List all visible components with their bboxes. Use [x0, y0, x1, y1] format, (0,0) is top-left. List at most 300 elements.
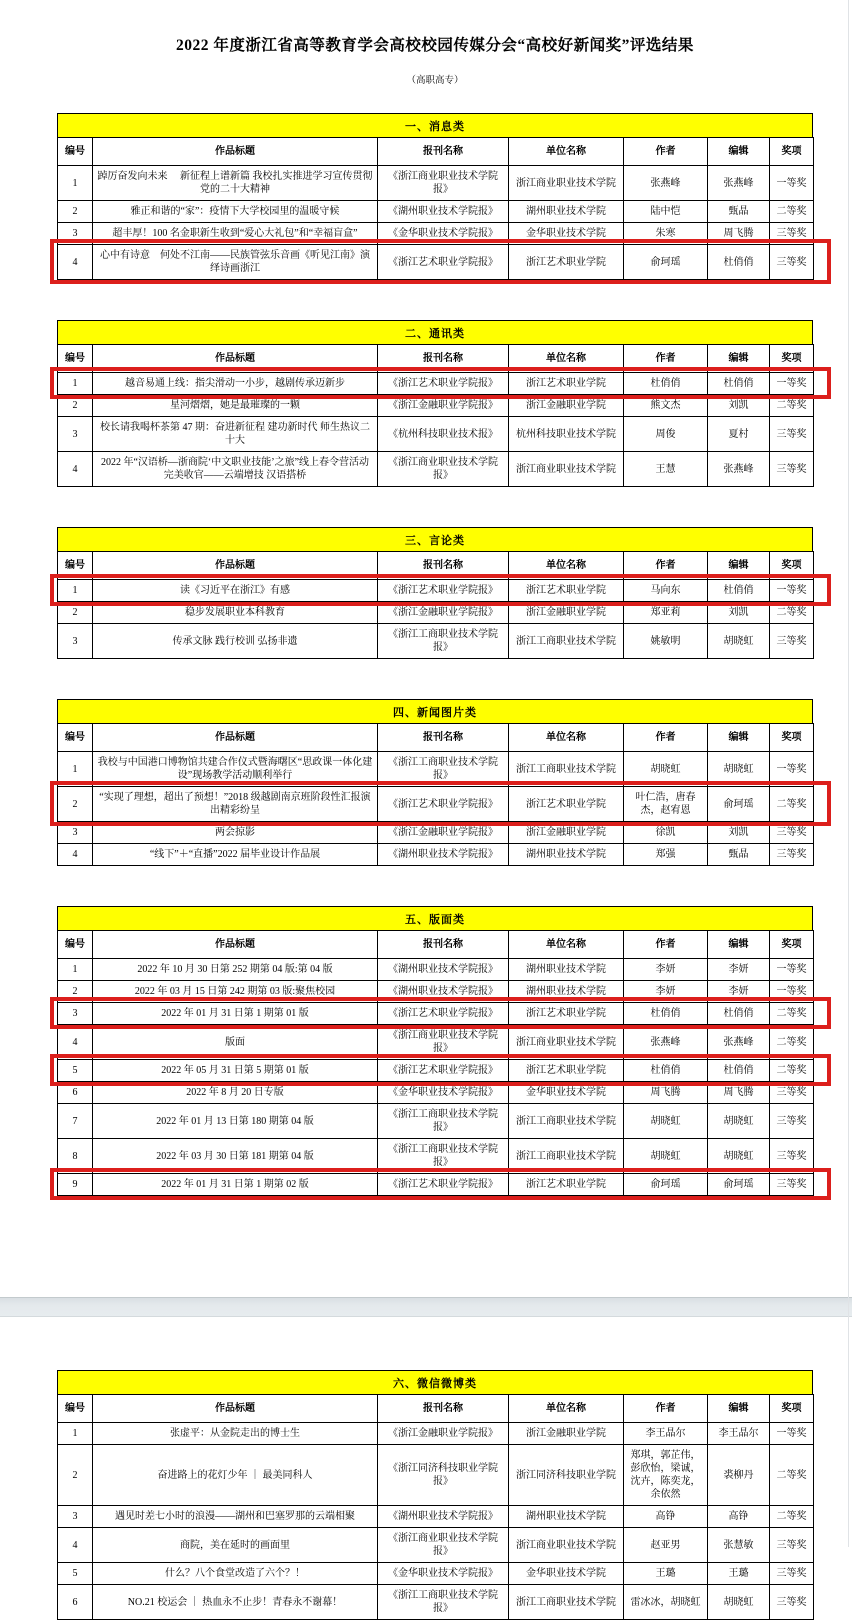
cell-organization: 浙江金融职业学院 — [509, 822, 624, 844]
cell-award: 二等奖 — [770, 1060, 814, 1082]
cell-work-title: 2022 年 01 月 13 日第 180 期第 04 版 — [93, 1104, 378, 1139]
table-wrap — [57, 344, 813, 487]
column-header-editor: 编辑 — [708, 1395, 770, 1423]
cell-organization: 浙江商业职业技术学院 — [509, 1025, 624, 1060]
column-header-author: 作者 — [624, 1395, 708, 1423]
cell-number: 1 — [58, 166, 93, 201]
cell-award: 二等奖 — [770, 395, 814, 417]
column-header-title: 作品标题 — [93, 552, 378, 580]
cell-editor: 张慧敏 — [708, 1528, 770, 1563]
column-header-organization: 单位名称 — [509, 138, 624, 166]
cell-work-title: 雅正和谐的“家”：疫情下大学校园里的温暖守候 — [93, 201, 378, 223]
cell-organization: 金华职业技术学院 — [509, 1563, 624, 1585]
cell-award: 一等奖 — [770, 752, 814, 787]
table-row — [58, 201, 814, 223]
cell-publication: 《湖州职业技术学院报》 — [378, 981, 509, 1003]
cell-number: 2 — [58, 602, 93, 624]
cell-organization: 浙江商业职业技术学院 — [509, 166, 624, 201]
table-wrap — [57, 551, 813, 659]
cell-award: 三等奖 — [770, 1174, 814, 1196]
page-title: 2022 年度浙江省高等教育学会高校校园传媒分会“高校好新闻奖”评选结果 — [176, 37, 694, 54]
cell-number: 3 — [58, 624, 93, 659]
cell-editor: 周飞腾 — [708, 223, 770, 245]
cell-organization: 浙江艺术职业学院 — [509, 787, 624, 822]
header-row — [58, 724, 814, 752]
cell-editor: 俞珂瑶 — [708, 787, 770, 822]
cell-editor: 胡晓虹 — [708, 1585, 770, 1620]
cell-editor: 杜俏俏 — [708, 373, 770, 395]
column-header-editor: 编辑 — [708, 931, 770, 959]
cell-number: 8 — [58, 1139, 93, 1174]
cell-work-title: 踔厉奋发向未来 新征程上谱新篇 我校扎实推进学习宣传贯彻党的二十大精神 — [93, 166, 378, 201]
column-header-no: 编号 — [58, 138, 93, 166]
table-row — [58, 417, 814, 452]
cell-author: 高铮 — [624, 1506, 708, 1528]
cell-publication: 《浙江工商职业技术学院报》 — [378, 752, 509, 787]
table-row — [58, 1060, 814, 1082]
cell-publication: 《金华职业技术学院报》 — [378, 1563, 509, 1585]
table-row — [58, 1139, 814, 1174]
cell-publication: 《金华职业技术学院报》 — [378, 1082, 509, 1104]
cell-editor: 裘柳丹 — [708, 1445, 770, 1506]
table-row — [58, 1082, 814, 1104]
cell-organization: 浙江金融职业学院 — [509, 395, 624, 417]
cell-author: 赵亚男 — [624, 1528, 708, 1563]
cell-number: 7 — [58, 1104, 93, 1139]
table-row — [58, 844, 814, 866]
award-section — [57, 527, 813, 659]
cell-award: 二等奖 — [770, 1506, 814, 1528]
cell-number: 2 — [58, 1445, 93, 1506]
cell-publication: 《浙江工商职业技术学院报》 — [378, 1139, 509, 1174]
table-row — [58, 1563, 814, 1585]
column-header-author: 作者 — [624, 724, 708, 752]
cell-number: 4 — [58, 1025, 93, 1060]
cell-organization: 浙江金融职业学院 — [509, 1423, 624, 1445]
cell-award: 一等奖 — [770, 959, 814, 981]
cell-publication: 《浙江商业职业技术学院报》 — [378, 452, 509, 487]
cell-number: 5 — [58, 1060, 93, 1082]
cell-author: 雷冰冰，胡晓虹 — [624, 1585, 708, 1620]
cell-work-title: 超丰厚！100 名金职新生收到“爱心大礼包”和“幸福盲盒” — [93, 223, 378, 245]
cell-editor: 杜俏俏 — [708, 1060, 770, 1082]
cell-publication: 《浙江商业职业技术学院报》 — [378, 1528, 509, 1563]
cell-editor: 甄晶 — [708, 844, 770, 866]
column-header-publication: 报刊名称 — [378, 931, 509, 959]
column-header-editor: 编辑 — [708, 138, 770, 166]
cell-work-title: “实现了理想，超出了预想！”2018 级越剧南京班阶段性汇报演出精彩纷呈 — [93, 787, 378, 822]
cell-editor: 夏村 — [708, 417, 770, 452]
table-row — [58, 822, 814, 844]
cell-author: 周俊 — [624, 417, 708, 452]
award-section — [57, 906, 813, 1196]
column-header-no: 编号 — [58, 1395, 93, 1423]
column-header-award: 奖项 — [770, 1395, 814, 1423]
cell-publication: 《浙江金融职业学院报》 — [378, 395, 509, 417]
cell-work-title: 遇见时差七小时的浪漫——湖州和巴塞罗那的云端相聚 — [93, 1506, 378, 1528]
cell-author: 姚敏明 — [624, 624, 708, 659]
table-row — [58, 752, 814, 787]
cell-editor: 李妍 — [708, 981, 770, 1003]
cell-work-title: 奋进路上的花灯少年 ｜ 最美同科人 — [93, 1445, 378, 1506]
cell-number: 6 — [58, 1585, 93, 1620]
cell-award: 三等奖 — [770, 624, 814, 659]
cell-editor: 胡晓虹 — [708, 1104, 770, 1139]
column-header-organization: 单位名称 — [509, 552, 624, 580]
column-header-organization: 单位名称 — [509, 345, 624, 373]
cell-author: 张燕峰 — [624, 166, 708, 201]
cell-editor: 张燕峰 — [708, 1025, 770, 1060]
cell-work-title: 我校与中国港口博物馆共建合作仪式暨海曙区“思政课一体化建设”现场教学活动顺利举行 — [93, 752, 378, 787]
cell-work-title: 2022 年 05 月 31 日第 5 期第 01 版 — [93, 1060, 378, 1082]
cell-author: 杜俏俏 — [624, 373, 708, 395]
award-table — [57, 137, 814, 280]
cell-work-title: 2022 年 03 月 15 日第 242 期第 03 版:聚焦校园 — [93, 981, 378, 1003]
section-header: 五、版面类 — [57, 906, 813, 930]
cell-author: 李妍 — [624, 981, 708, 1003]
column-header-no: 编号 — [58, 345, 93, 373]
cell-author: 郑琪，郭芷伟，彭欣怡，梁诚，沈卉，陈奕龙，余依然 — [624, 1445, 708, 1506]
column-header-publication: 报刊名称 — [378, 138, 509, 166]
content-lower — [0, 1370, 852, 1620]
cell-editor: 杜俏俏 — [708, 245, 770, 280]
cell-award: 二等奖 — [770, 1003, 814, 1025]
cell-organization: 浙江工商职业技术学院 — [509, 752, 624, 787]
cell-organization: 浙江工商职业技术学院 — [509, 1104, 624, 1139]
header-row — [58, 138, 814, 166]
cell-work-title: NO.21 校运会 ｜ 热血永不止步！青春永不谢幕！ — [93, 1585, 378, 1620]
cell-work-title: 2022 年 8 月 20 日专版 — [93, 1082, 378, 1104]
cell-author: 王慧 — [624, 452, 708, 487]
cell-organization: 金华职业技术学院 — [509, 1082, 624, 1104]
column-header-title: 作品标题 — [93, 931, 378, 959]
cell-organization: 湖州职业技术学院 — [509, 981, 624, 1003]
column-header-award: 奖项 — [770, 138, 814, 166]
tables-lower — [57, 1370, 813, 1620]
cell-organization: 金华职业技术学院 — [509, 223, 624, 245]
cell-award: 二等奖 — [770, 1025, 814, 1060]
cell-publication: 《湖州职业技术学院报》 — [378, 1506, 509, 1528]
cell-work-title: 2022 年 01 月 31 日第 1 期第 02 版 — [93, 1174, 378, 1196]
cell-work-title: 张虚平：从金院走出的博士生 — [93, 1423, 378, 1445]
cell-editor: 刘凯 — [708, 822, 770, 844]
cell-author: 熊文杰 — [624, 395, 708, 417]
column-header-publication: 报刊名称 — [378, 552, 509, 580]
cell-work-title: 传承文脉 践行校训 弘扬非遗 — [93, 624, 378, 659]
cell-publication: 《浙江金融职业学院报》 — [378, 602, 509, 624]
cell-author: 朱寒 — [624, 223, 708, 245]
cell-author: 胡晓虹 — [624, 1139, 708, 1174]
cell-editor: 李王晶尔 — [708, 1423, 770, 1445]
column-header-title: 作品标题 — [93, 724, 378, 752]
cell-award: 三等奖 — [770, 1585, 814, 1620]
column-header-award: 奖项 — [770, 552, 814, 580]
column-header-title: 作品标题 — [93, 1395, 378, 1423]
cell-publication: 《湖州职业技术学院报》 — [378, 201, 509, 223]
cell-award: 一等奖 — [770, 1423, 814, 1445]
cell-award: 三等奖 — [770, 223, 814, 245]
cell-organization: 湖州职业技术学院 — [509, 201, 624, 223]
cell-author: 郑强 — [624, 844, 708, 866]
cell-award: 二等奖 — [770, 1445, 814, 1506]
table-wrap — [57, 930, 813, 1196]
cell-award: 三等奖 — [770, 1528, 814, 1563]
cell-organization: 湖州职业技术学院 — [509, 959, 624, 981]
cell-editor: 刘凯 — [708, 602, 770, 624]
cell-award: 三等奖 — [770, 1139, 814, 1174]
cell-organization: 浙江商业职业技术学院 — [509, 452, 624, 487]
award-section — [57, 113, 813, 280]
column-header-editor: 编辑 — [708, 345, 770, 373]
cell-organization: 浙江同济科技职业学院 — [509, 1445, 624, 1506]
column-header-organization: 单位名称 — [509, 724, 624, 752]
table-row — [58, 166, 814, 201]
cell-author: 王璐 — [624, 1563, 708, 1585]
cell-work-title: 两会掠影 — [93, 822, 378, 844]
cell-editor: 甄晶 — [708, 201, 770, 223]
award-table — [57, 930, 814, 1196]
table-row — [58, 223, 814, 245]
cell-editor: 杜俏俏 — [708, 1003, 770, 1025]
cell-number: 1 — [58, 959, 93, 981]
column-header-organization: 单位名称 — [509, 931, 624, 959]
cell-author: 俞珂瑶 — [624, 245, 708, 280]
cell-organization: 杭州科技职业技术学院 — [509, 417, 624, 452]
column-header-no: 编号 — [58, 931, 93, 959]
header-row — [58, 1395, 814, 1423]
cell-publication: 《浙江工商职业技术学院报》 — [378, 1104, 509, 1139]
column-header-title: 作品标题 — [93, 138, 378, 166]
cell-work-title: “线下”＋“直播”2022 届毕业设计作品展 — [93, 844, 378, 866]
table-row — [58, 981, 814, 1003]
column-header-no: 编号 — [58, 724, 93, 752]
cell-number: 2 — [58, 395, 93, 417]
cell-editor: 张燕峰 — [708, 166, 770, 201]
cell-award: 三等奖 — [770, 822, 814, 844]
cell-author: 李妍 — [624, 959, 708, 981]
page-separator — [0, 1297, 852, 1317]
cell-number: 1 — [58, 752, 93, 787]
cell-award: 一等奖 — [770, 981, 814, 1003]
cell-organization: 浙江艺术职业学院 — [509, 245, 624, 280]
award-section — [57, 1370, 813, 1620]
table-row — [58, 1104, 814, 1139]
column-header-editor: 编辑 — [708, 724, 770, 752]
cell-organization: 浙江艺术职业学院 — [509, 1003, 624, 1025]
header-row — [58, 552, 814, 580]
cell-award: 三等奖 — [770, 452, 814, 487]
cell-publication: 《浙江艺术职业学院报》 — [378, 580, 509, 602]
cell-publication: 《浙江艺术职业学院报》 — [378, 787, 509, 822]
header-row — [58, 345, 814, 373]
cell-award: 三等奖 — [770, 1104, 814, 1139]
cell-publication: 《浙江艺术职业学院报》 — [378, 1003, 509, 1025]
table-row — [58, 787, 814, 822]
cell-work-title: 稳步发展职业本科教育 — [93, 602, 378, 624]
table-row — [58, 395, 814, 417]
table-wrap — [57, 137, 813, 280]
award-table — [57, 1394, 814, 1620]
table-row — [58, 1585, 814, 1620]
cell-publication: 《浙江工商职业技术学院报》 — [378, 1585, 509, 1620]
column-header-award: 奖项 — [770, 931, 814, 959]
cell-author: 杜俏俏 — [624, 1060, 708, 1082]
cell-editor: 王璐 — [708, 1563, 770, 1585]
cell-editor: 胡晓虹 — [708, 752, 770, 787]
table-row — [58, 1174, 814, 1196]
cell-number: 2 — [58, 201, 93, 223]
tables-upper — [57, 113, 813, 1196]
cell-number: 3 — [58, 1003, 93, 1025]
cell-organization: 浙江商业职业技术学院 — [509, 1528, 624, 1563]
section-header: 三、言论类 — [57, 527, 813, 551]
column-header-publication: 报刊名称 — [378, 345, 509, 373]
cell-number: 3 — [58, 223, 93, 245]
table-row — [58, 1003, 814, 1025]
cell-number: 2 — [58, 787, 93, 822]
cell-number: 9 — [58, 1174, 93, 1196]
cell-editor: 高铮 — [708, 1506, 770, 1528]
cell-publication: 《浙江艺术职业学院报》 — [378, 1174, 509, 1196]
cell-number: 4 — [58, 1528, 93, 1563]
cell-editor: 俞珂瑶 — [708, 1174, 770, 1196]
cell-editor: 李妍 — [708, 959, 770, 981]
cell-organization: 湖州职业技术学院 — [509, 844, 624, 866]
cell-number: 1 — [58, 373, 93, 395]
cell-editor: 杜俏俏 — [708, 580, 770, 602]
table-row — [58, 245, 814, 280]
cell-award: 二等奖 — [770, 787, 814, 822]
cell-publication: 《浙江金融职业学院报》 — [378, 822, 509, 844]
table-row — [58, 1506, 814, 1528]
column-header-award: 奖项 — [770, 724, 814, 752]
table-row — [58, 580, 814, 602]
column-header-award: 奖项 — [770, 345, 814, 373]
cell-publication: 《浙江商业职业技术学院报》 — [378, 166, 509, 201]
cell-number: 3 — [58, 417, 93, 452]
table-row — [58, 1445, 814, 1506]
cell-award: 二等奖 — [770, 602, 814, 624]
cell-author: 郑亚莉 — [624, 602, 708, 624]
cell-publication: 《浙江艺术职业学院报》 — [378, 373, 509, 395]
cell-work-title: 校长请我喝杯茶第 47 期：奋进新征程 建功新时代 师生热议二十大 — [93, 417, 378, 452]
cell-number: 4 — [58, 452, 93, 487]
cell-number: 4 — [58, 245, 93, 280]
cell-work-title: 2022 年“汉语桥—浙商院‘中文职业技能’之旅”线上春令营活动完美收官——云端增技 汉语搭桥 — [93, 452, 378, 487]
cell-work-title: 心中有诗意 何处不江南——民族管弦乐音画《听见江南》演绎诗画浙江 — [93, 245, 378, 280]
cell-organization: 浙江工商职业技术学院 — [509, 1139, 624, 1174]
cell-number: 3 — [58, 1506, 93, 1528]
cell-author: 胡晓虹 — [624, 1104, 708, 1139]
cell-work-title: 越音易通上线：指尖滑动一小步，越剧传承迈新步 — [93, 373, 378, 395]
cell-award: 一等奖 — [770, 166, 814, 201]
cell-author: 杜俏俏 — [624, 1003, 708, 1025]
cell-work-title: 2022 年 10 月 30 日第 252 期第 04 版:第 04 版 — [93, 959, 378, 981]
table-row — [58, 1528, 814, 1563]
cell-work-title: 2022 年 01 月 31 日第 1 期第 01 版 — [93, 1003, 378, 1025]
cell-number: 4 — [58, 844, 93, 866]
column-header-publication: 报刊名称 — [378, 724, 509, 752]
cell-organization: 浙江艺术职业学院 — [509, 1174, 624, 1196]
table-wrap — [57, 723, 813, 866]
award-section — [57, 320, 813, 487]
cell-award: 一等奖 — [770, 373, 814, 395]
table-row — [58, 373, 814, 395]
cell-organization: 浙江工商职业技术学院 — [509, 1585, 624, 1620]
cell-work-title: 版面 — [93, 1025, 378, 1060]
page-right-edge — [848, 0, 849, 1547]
cell-publication: 《湖州职业技术学院报》 — [378, 844, 509, 866]
column-header-editor: 编辑 — [708, 552, 770, 580]
cell-work-title: 星河熠熠，她是最璀璨的一颗 — [93, 395, 378, 417]
cell-work-title: 读《习近平在浙江》有感 — [93, 580, 378, 602]
cell-publication: 《浙江艺术职业学院报》 — [378, 245, 509, 280]
cell-publication: 《浙江同济科技职业学院报》 — [378, 1445, 509, 1506]
cell-author: 胡晓虹 — [624, 752, 708, 787]
cell-award: 三等奖 — [770, 1082, 814, 1104]
cell-publication: 《浙江商业职业技术学院报》 — [378, 1025, 509, 1060]
cell-award: 三等奖 — [770, 245, 814, 280]
cell-editor: 胡晓虹 — [708, 624, 770, 659]
section-header: 六、微信微博类 — [57, 1370, 813, 1394]
cell-award: 二等奖 — [770, 201, 814, 223]
column-header-author: 作者 — [624, 345, 708, 373]
award-table — [57, 551, 814, 659]
cell-author: 俞珂瑶 — [624, 1174, 708, 1196]
award-table — [57, 723, 814, 866]
cell-editor: 胡晓虹 — [708, 1139, 770, 1174]
cell-author: 陆中恺 — [624, 201, 708, 223]
cell-work-title: 什么？八个食堂改造了六个？！ — [93, 1563, 378, 1585]
table-row — [58, 602, 814, 624]
column-header-title: 作品标题 — [93, 345, 378, 373]
section-header: 一、消息类 — [57, 113, 813, 137]
header-row — [58, 931, 814, 959]
award-table — [57, 344, 814, 487]
section-header: 四、新闻图片类 — [57, 699, 813, 723]
cell-work-title: 商院，美在延时的画面里 — [93, 1528, 378, 1563]
table-row — [58, 959, 814, 981]
cell-publication: 《湖州职业技术学院报》 — [378, 959, 509, 981]
table-row — [58, 1423, 814, 1445]
cell-organization: 浙江艺术职业学院 — [509, 373, 624, 395]
cell-award: 三等奖 — [770, 1563, 814, 1585]
page-subtitle: （高职高专） — [406, 76, 464, 87]
cell-editor: 周飞腾 — [708, 1082, 770, 1104]
table-row — [58, 452, 814, 487]
cell-publication: 《金华职业技术学院报》 — [378, 223, 509, 245]
column-header-author: 作者 — [624, 931, 708, 959]
cell-editor: 张燕峰 — [708, 452, 770, 487]
cell-number: 1 — [58, 580, 93, 602]
cell-organization: 浙江艺术职业学院 — [509, 1060, 624, 1082]
cell-number: 2 — [58, 981, 93, 1003]
cell-publication: 《杭州科技职业技术报》 — [378, 417, 509, 452]
cell-author: 徐凯 — [624, 822, 708, 844]
cell-author: 叶仁浩，唐春杰，赵宥恩 — [624, 787, 708, 822]
column-header-publication: 报刊名称 — [378, 1395, 509, 1423]
table-wrap — [57, 1394, 813, 1620]
cell-number: 6 — [58, 1082, 93, 1104]
cell-author: 马向东 — [624, 580, 708, 602]
cell-number: 3 — [58, 822, 93, 844]
cell-organization: 湖州职业技术学院 — [509, 1506, 624, 1528]
cell-award: 三等奖 — [770, 844, 814, 866]
cell-organization: 浙江工商职业技术学院 — [509, 624, 624, 659]
cell-organization: 浙江金融职业学院 — [509, 602, 624, 624]
cell-organization: 浙江艺术职业学院 — [509, 580, 624, 602]
column-header-no: 编号 — [58, 552, 93, 580]
